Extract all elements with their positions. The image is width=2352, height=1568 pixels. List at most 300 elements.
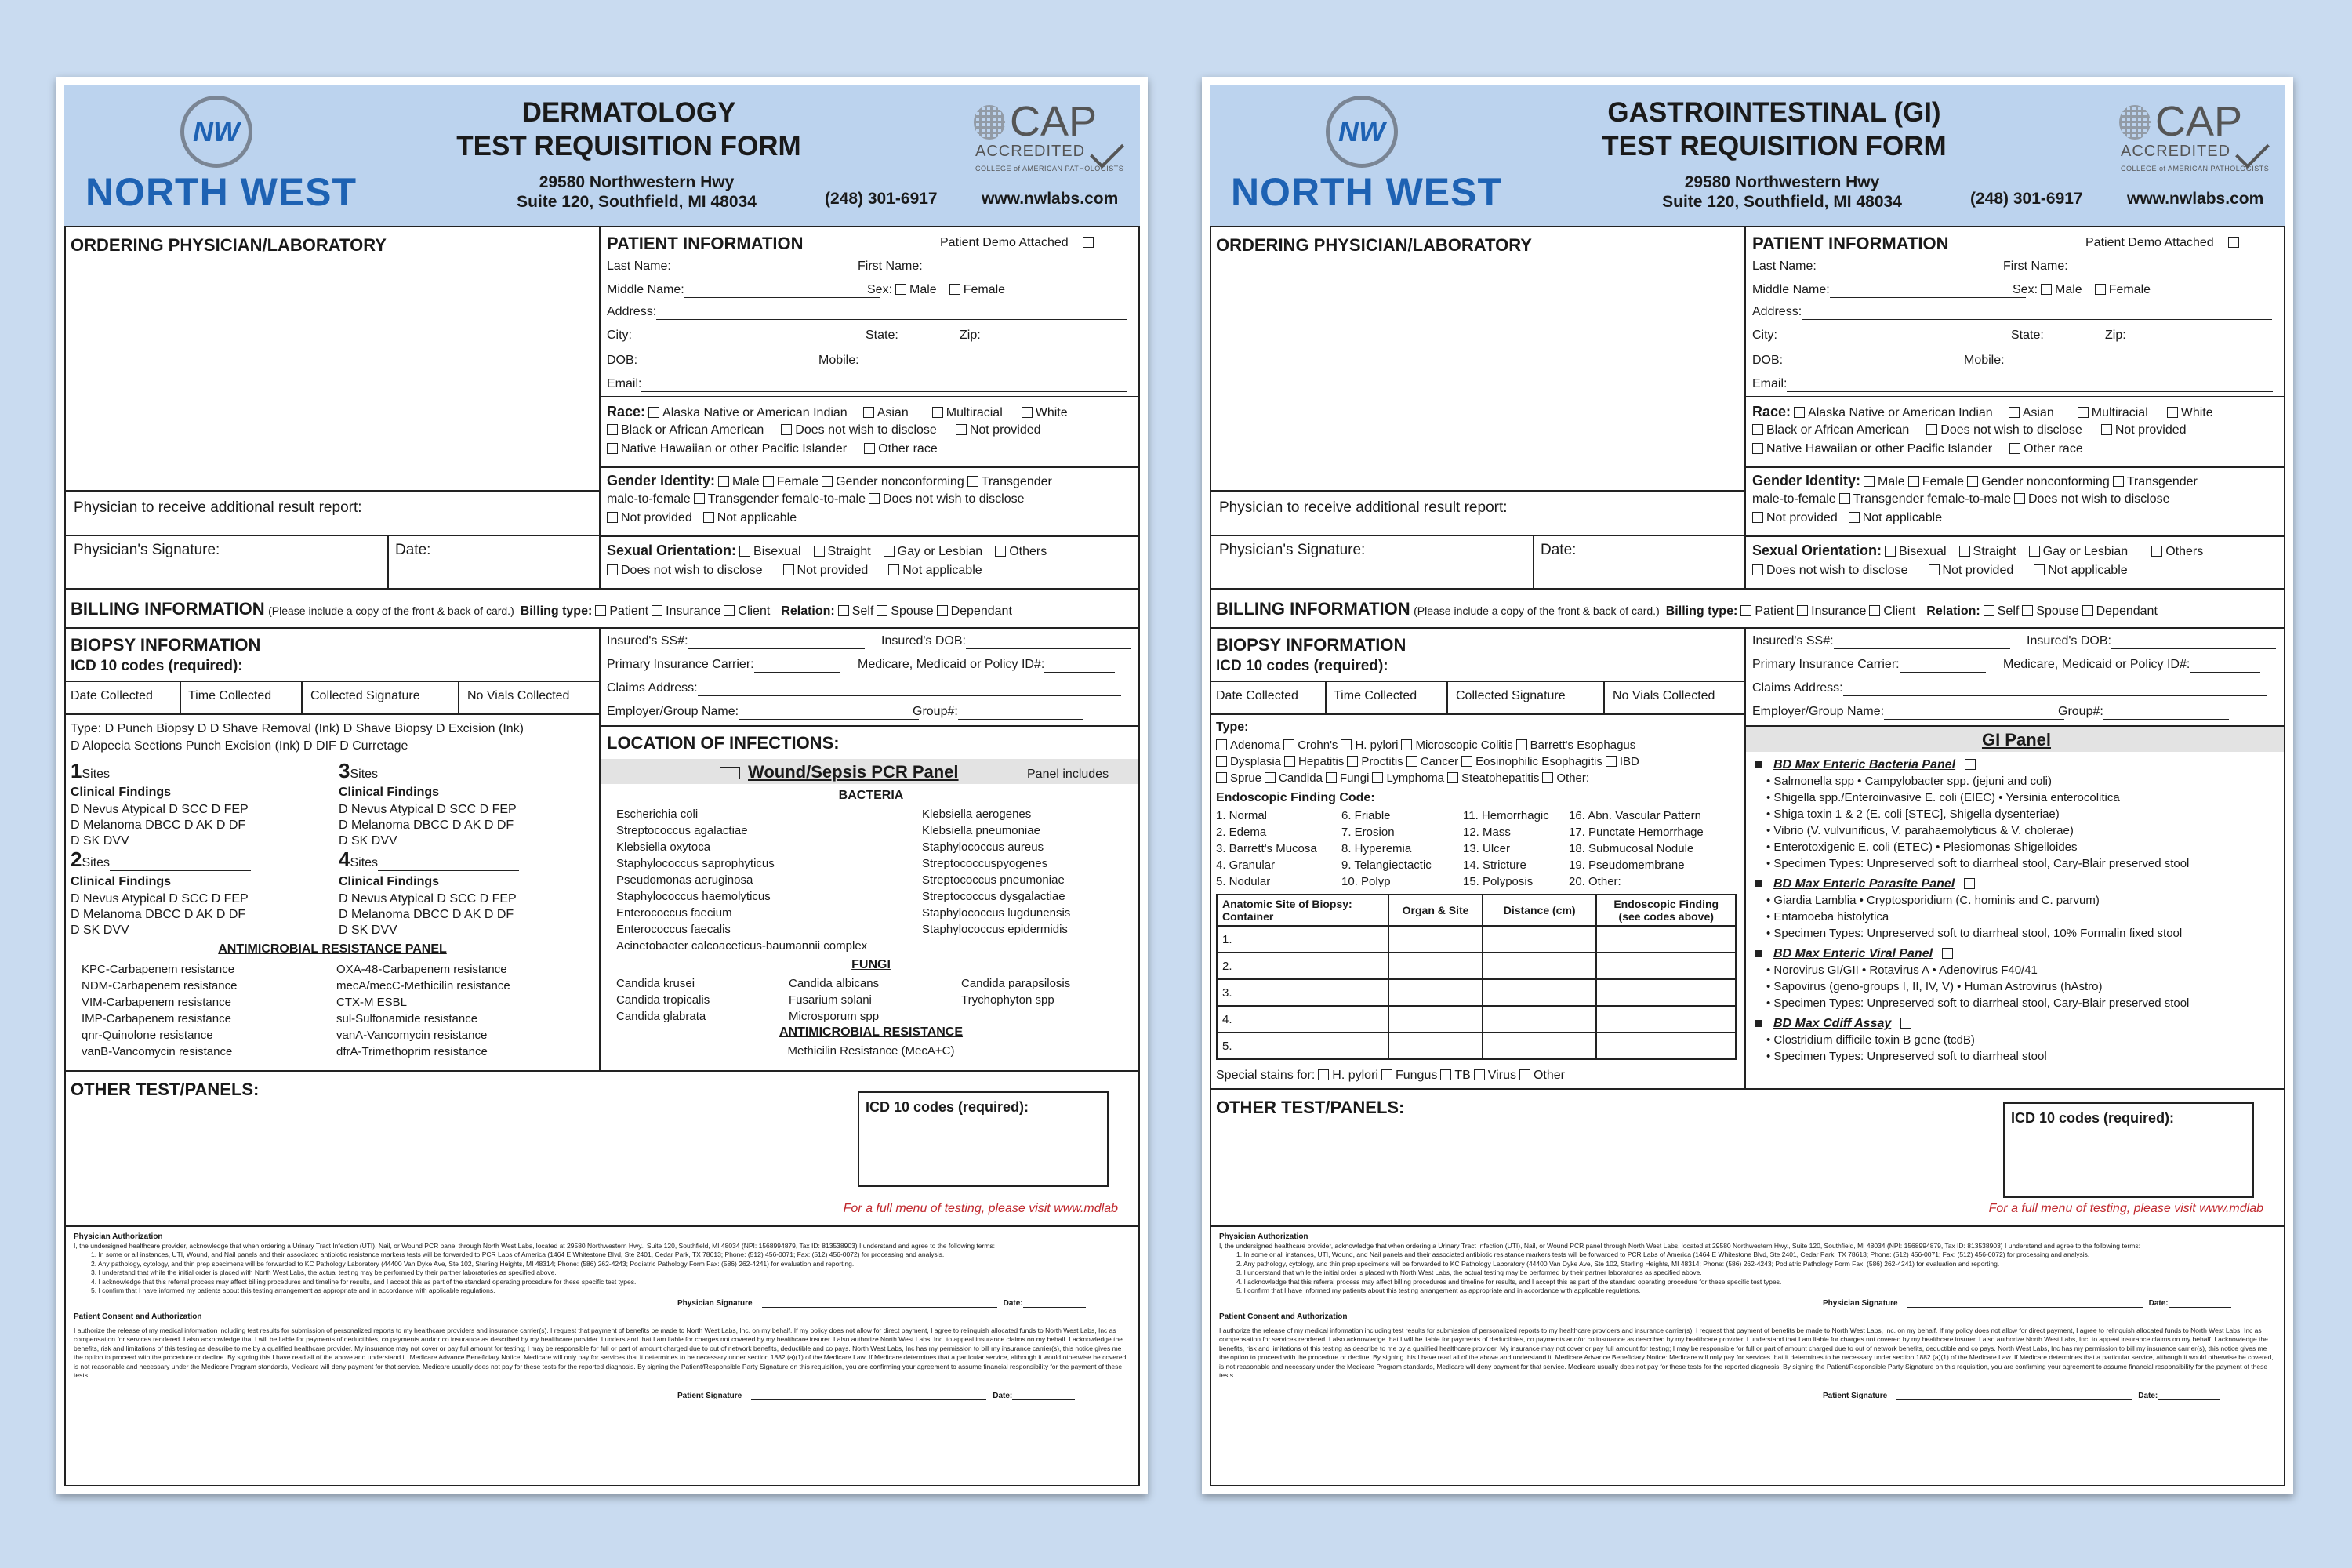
checkbox[interactable]: [1265, 772, 1276, 783]
group-title: BD Max Enteric Viral Panel: [1773, 947, 1933, 960]
type-row[interactable]: [1213, 753, 1639, 770]
bacteria-item: Enterococcus faecium: [616, 906, 732, 920]
checkbox[interactable]: [1461, 756, 1472, 767]
billing-row[interactable]: BILLING INFORMATION (Please include a copy of the front & back of card.) Billing type: Patient Insurance Client Relation: Self Spouse Dependant: [71, 599, 1012, 619]
brand-name: NORTH WEST: [85, 170, 358, 214]
biopsy-site-table[interactable]: [1216, 894, 1737, 1060]
amr-item: CTX-M ESBL: [336, 996, 408, 1009]
wound-panel-title[interactable]: Wound/Sepsis PCR Panel: [717, 762, 959, 782]
endo-code: 9. Telangiectactic: [1341, 858, 1432, 872]
carrier-field[interactable]: Primary Insurance Carrier:: [1752, 657, 1986, 673]
checkbox[interactable]: [1318, 1069, 1329, 1080]
icd-box[interactable]: ICD 10 codes (required):: [858, 1091, 1109, 1187]
full-menu-note: For a full menu of testing, please visit www.mdlab: [1988, 1202, 2263, 1215]
checkbox[interactable]: [1216, 756, 1227, 767]
checkbox[interactable]: [1542, 772, 1553, 783]
employer-field[interactable]: Employer/Group Name:: [1752, 704, 2064, 720]
panel-item: • Shigella spp./Enteroinvasive E. coli (EIEC) • Yersinia enterocolitica: [1766, 791, 2120, 804]
email-field[interactable]: Email:: [607, 376, 1127, 392]
checkbox[interactable]: [1406, 756, 1417, 767]
patient-demo-label[interactable]: Patient Demo Attached: [2085, 235, 2242, 251]
panel-item: • Specimen Types: Unpreserved soft to diarrheal stool: [1766, 1050, 2047, 1063]
first-name-field[interactable]: First Name:: [858, 259, 1123, 274]
logo-mark: NW: [180, 96, 252, 168]
endo-code: 16. Abn. Vascular Pattern: [1569, 809, 1701, 822]
full-menu-note: For a full menu of testing, please visit www.mdlab: [843, 1202, 1118, 1215]
row-number: 4.: [1217, 1006, 1388, 1033]
amr-item: vanB-Vancomycin resistance: [82, 1045, 233, 1058]
row-number: 1.: [1217, 926, 1388, 953]
type-option[interactable]: Proctitis: [1361, 755, 1403, 768]
amr-panel-heading: ANTIMICROBIAL RESISTANCE PANEL: [218, 942, 447, 956]
date-label[interactable]: Date:: [395, 542, 431, 558]
type-option[interactable]: Steatohepatitis: [1461, 771, 1540, 785]
first-name-field[interactable]: First Name:: [2003, 259, 2268, 274]
gender-row-2[interactable]: male-to-female Transgender female-to-male Does not wish to disclose: [607, 492, 1025, 506]
table-cell[interactable]: [1388, 953, 1483, 979]
email-field[interactable]: Email:: [1752, 376, 2273, 392]
bacteria-item: Streptococcus pneumoniae: [922, 873, 1065, 887]
panel-item: • Specimen Types: Unpreserved soft to diarrheal stool, 10% Formalin fixed stool: [1766, 927, 2183, 940]
checkbox[interactable]: [1381, 1069, 1392, 1080]
type-option[interactable]: Lymphoma: [1386, 771, 1445, 785]
authorization-term: 1. In some or all instances, UTI, Wound, and Nail panels and their associated antibiotic resistance markers tests will be forwarded to PCR Labs of America (1464 E Whitestone Blvd, Ste 2401, Cedar Park, TX 78613; Phone: (512) 456-0071; Fax: (512) 456-0072) for processing and analysis.: [91, 1250, 945, 1258]
bacteria-item: Staphylococcus haemolyticus: [616, 890, 771, 903]
table-row[interactable]: [1217, 979, 1736, 1006]
table-row[interactable]: [1217, 926, 1736, 953]
panel-item: • Shiga toxin 1 & 2 (E. coli [STEC], Shigella dysenteriae): [1766, 808, 2060, 821]
biopsy-type-line-2[interactable]: D Alopecia Sections Punch Excision (Ink) D DIF D Curretage: [71, 739, 408, 753]
physician-signature-label[interactable]: Physician's Signature:: [1219, 542, 1366, 558]
endo-code: 5. Nodular: [1216, 875, 1271, 888]
gender-row-2[interactable]: male-to-female Transgender female-to-male Does not wish to disclose: [1752, 492, 2170, 506]
endo-code: 6. Friable: [1341, 809, 1391, 822]
gender-row-3[interactable]: Not provided Not applicable: [604, 510, 797, 526]
bacteria-item: Klebsiella aerogenes: [922, 808, 1032, 821]
fungi-item: [961, 1008, 1134, 1025]
stain-option[interactable]: Other: [1533, 1069, 1565, 1082]
date-collected-col[interactable]: Date Collected: [1216, 689, 1298, 702]
bacteria-item: Pseudomonas aeruginosa: [616, 873, 753, 887]
fungi-item: Trychophyton spp: [961, 993, 1054, 1007]
checkbox[interactable]: [1284, 756, 1295, 767]
other-tests-heading: OTHER TEST/PANELS:: [1216, 1098, 1405, 1117]
type-option[interactable]: Crohn's: [1298, 739, 1338, 752]
gi-panel-heading: GI Panel: [1981, 730, 2052, 750]
endoscopic-codes: [1216, 808, 1741, 892]
checkbox[interactable]: [1606, 756, 1617, 767]
orientation-row-2[interactable]: Does not wish to disclose Not provided Not applicable: [1749, 563, 2128, 579]
form-header: [1210, 85, 2285, 226]
endo-code: 14. Stricture: [1463, 858, 1526, 872]
table-header: Endoscopic Finding (see codes above): [1596, 895, 1736, 926]
table-cell[interactable]: [1483, 1006, 1597, 1033]
bacteria-item: Staphylococcus epidermidis: [922, 923, 1068, 936]
insured-dob-field[interactable]: Insured's DOB:: [2027, 633, 2276, 649]
stains-label: Special stains for:: [1216, 1069, 1316, 1082]
stain-option[interactable]: TB: [1454, 1069, 1471, 1082]
panel-group-title[interactable]: [1755, 1016, 2281, 1032]
mobile-field[interactable]: Mobile:: [1964, 353, 2201, 368]
gender-row-3[interactable]: Not provided Not applicable: [1749, 510, 1942, 526]
endo-code: 20. Other:: [1569, 875, 1621, 888]
type-options[interactable]: [1213, 737, 1639, 786]
fungi-heading: FUNGI: [851, 958, 891, 971]
sex-field[interactable]: Sex: Male Female: [867, 283, 1006, 296]
insured-dob-field[interactable]: Insured's DOB:: [881, 633, 1131, 649]
vials-collected-col[interactable]: No Vials Collected: [1613, 689, 1715, 702]
checkbox[interactable]: [1964, 878, 1975, 889]
biopsy-heading: BIOPSY INFORMATION: [71, 635, 261, 655]
collected-signature-col[interactable]: Collected Signature: [1456, 689, 1566, 702]
icd-box[interactable]: ICD 10 codes (required):: [2003, 1102, 2254, 1198]
table-row[interactable]: [1217, 1033, 1736, 1059]
checkbox[interactable]: [1326, 772, 1337, 783]
fungi-item: Candida parapsilosis: [961, 977, 1071, 990]
race-row-3[interactable]: Native Hawaiian or other Pacific Islander Other race: [1749, 441, 2083, 457]
authorization-term: 2. Any pathology, cytology, and thin prep specimens will be forwarded to KC Pathology Laboratory (44400 Van Dyke Ave, Ste 102, Sterling Heights, MI 48314; Phone: (586) 262-4243; Podiatric Pathology Form Fax: (586) 262-4241) for evaluation and reporting.: [1236, 1259, 2000, 1268]
claims-field[interactable]: Claims Address:: [607, 681, 1121, 696]
type-option[interactable]: Hepatitis: [1298, 755, 1345, 768]
endo-code: 11. Hemorrhagic: [1463, 809, 1549, 822]
race-row-2[interactable]: Black or African American Does not wish to disclose Not provided: [1749, 423, 2187, 438]
table-cell[interactable]: [1483, 926, 1597, 953]
checkbox[interactable]: [1516, 739, 1527, 750]
cap-accredited-logo: CAP ACCREDITED COLLEGE of AMERICAN PATHOLOGISTS: [2121, 98, 2270, 172]
table-row[interactable]: [1217, 953, 1736, 979]
last-name-field[interactable]: Last Name:: [1752, 259, 2028, 274]
bacteria-item: Enterococcus faecalis: [616, 923, 731, 936]
authorization-term: 1. In some or all instances, UTI, Wound, and Nail panels and their associated antibiotic resistance markers tests will be forwarded to PCR Labs of America (1464 E Whitestone Blvd, Ste 2401, Cedar Park, TX 78613; Phone: (512) 456-0071; Fax: (512) 456-0072) for processing and analysis.: [1236, 1250, 2090, 1258]
group-field[interactable]: Group#:: [2058, 704, 2229, 720]
amr-item: IMP-Carbapenem resistance: [82, 1012, 231, 1025]
amr-item: qnr-Quinolone resistance: [82, 1029, 213, 1042]
checkbox[interactable]: [1347, 756, 1358, 767]
type-option[interactable]: IBD: [1619, 755, 1639, 768]
fungi-item: Fusarium solani: [789, 993, 872, 1007]
additional-physician-label: Physician to receive additional result report:: [74, 499, 362, 516]
group-title: BD Max Cdiff Assay: [1773, 1017, 1892, 1030]
checkbox[interactable]: [1216, 739, 1227, 750]
table-cell[interactable]: [1483, 953, 1597, 979]
patient-demo-label[interactable]: Patient Demo Attached: [940, 235, 1097, 251]
table-cell[interactable]: [1388, 979, 1483, 1006]
site-4[interactable]: 4Sites: [339, 851, 519, 871]
collected-signature-col[interactable]: Collected Signature: [310, 689, 420, 702]
panel-item: • Norovirus GI/GII • Rotavirus A • Adenovirus F40/41: [1766, 964, 2038, 977]
type-option[interactable]: Barrett's Esophagus: [1530, 739, 1636, 752]
address-field[interactable]: Address:: [607, 304, 1127, 320]
row-number: 5.: [1217, 1033, 1388, 1059]
type-option[interactable]: Cancer: [1420, 755, 1459, 768]
dermatology-form: [56, 77, 1148, 1494]
checkbox[interactable]: [1900, 1018, 1911, 1029]
site-1[interactable]: 1Sites: [71, 763, 251, 782]
form-header: [64, 85, 1140, 226]
bacteria-item: Staphylococcus aureus: [922, 840, 1044, 854]
authorization-term: 5. I confirm that I have informed my patients about this testing arrangement as appropriate and in accordance with applicable regulations.: [1236, 1287, 1641, 1294]
date-label[interactable]: Date:: [1541, 542, 1577, 558]
bacteria-right-list: [922, 806, 1070, 938]
demo-checkbox: [1083, 237, 1094, 248]
logo-mark: NW: [1326, 96, 1398, 168]
dob-field[interactable]: DOB:: [607, 353, 826, 368]
site-2[interactable]: 2Sites: [71, 851, 251, 871]
panel-item: • Specimen Types: Unpreserved soft to diarrheal stool, Cary-Blair preserved stool: [1766, 996, 2190, 1010]
form-title: DERMATOLOGY TEST REQUISITION FORM: [456, 97, 801, 162]
fungi-row: [616, 1008, 1134, 1025]
north-west-logo: [1225, 91, 1508, 216]
endo-code-column: [1341, 808, 1432, 890]
race-row-3[interactable]: Native Hawaiian or other Pacific Islander Other race: [604, 441, 938, 457]
table-header: Anatomic Site of Biopsy: Container: [1217, 895, 1388, 926]
bullet-square-icon: [1755, 880, 1762, 887]
lab-phone: (248) 301-6917: [1970, 190, 2083, 208]
checkbox[interactable]: [1519, 1069, 1530, 1080]
bacteria-item: Streptococcus dysgalactiae: [922, 890, 1065, 903]
gender-row-1[interactable]: Gender Identity: Male Female Gender nonconforming Transgender: [1752, 473, 2198, 488]
group-field[interactable]: Group#:: [913, 704, 1083, 720]
fungi-row: [616, 975, 1134, 992]
amr-heading: ANTIMICROBIAL RESISTANCE: [779, 1025, 964, 1039]
endo-code: 7. Erosion: [1341, 826, 1395, 839]
type-option[interactable]: Other:: [1556, 771, 1590, 785]
panel-group-title[interactable]: [1755, 946, 2281, 962]
table-cell[interactable]: [1483, 979, 1597, 1006]
type-option[interactable]: Adenoma: [1230, 739, 1281, 752]
checkbox[interactable]: [1283, 739, 1294, 750]
bacteria-heading: BACTERIA: [838, 789, 904, 802]
mobile-field[interactable]: Mobile:: [818, 353, 1055, 368]
table-header: Organ & Site: [1388, 895, 1483, 926]
endo-code: 1. Normal: [1216, 809, 1268, 822]
authorization-term: 5. I confirm that I have informed my patients about this testing arrangement as appropriate and in accordance with applicable regulations.: [91, 1287, 495, 1294]
bacteria-item: Streptococcuspyogenes: [922, 857, 1048, 870]
brand-name: NORTH WEST: [1230, 170, 1503, 214]
type-option[interactable]: Sprue: [1230, 771, 1262, 785]
amr-item: mecA/mecC-Methicilin resistance: [336, 979, 510, 993]
endo-code: 15. Polyposis: [1463, 875, 1534, 888]
lab-address: 29580 Northwestern Hwy Suite 120, Southfield, MI 48034: [1662, 173, 1902, 211]
patient-info-heading: PATIENT INFORMATION: [1752, 234, 1949, 253]
zip-field[interactable]: Zip:: [960, 328, 1098, 343]
panel-item: • Specimen Types: Unpreserved soft to diarrheal stool, Cary-Blair preserved stool: [1766, 857, 2190, 870]
middle-name-field[interactable]: Middle Name:: [607, 282, 880, 298]
fungi-item: Candida albicans: [789, 977, 880, 990]
bacteria-left-list: [616, 806, 867, 954]
sex-field[interactable]: Sex: Male Female: [2013, 283, 2151, 296]
bullet-square-icon: [1755, 761, 1762, 768]
sites-grid: 1Sites Clinical Findings D Nevus Atypical D SCC D FEP D Melanoma DBCC D AK D DF D SK DVV 3Sites Clinical Findings D Nevus Atypical D SCC D FEP D Melanoma DBCC D AK D DF D SK DVV 2Sites Clinical Findings D Nevus Atypical D SCC D FEP D Melanoma DBCC D AK D DF D SK DVV 4Sites Clinical Findings D Nevus Atypical D SCC D FEP D Melanoma DBCC D AK D DF D SK DVV: [71, 763, 588, 1022]
lab-address: 29580 Northwestern Hwy Suite 120, Southfield, MI 48034: [517, 173, 757, 211]
special-stains-row[interactable]: [1216, 1068, 1565, 1083]
authorization-term: 3. I understand that while the initial order is placed with North West Labs, the actual testing may be performed by their partner laboratories as specified above.: [91, 1269, 557, 1276]
table-cell[interactable]: [1388, 926, 1483, 953]
ordering-physician-heading: ORDERING PHYSICIAN/LABORATORY: [1216, 235, 1532, 255]
time-collected-col[interactable]: Time Collected: [188, 689, 272, 702]
endo-code: 8. Hyperemia: [1341, 842, 1412, 855]
bacteria-item: Klebsiella oxytoca: [616, 840, 711, 854]
form-body: [64, 226, 1140, 1486]
amr-left-list: [82, 961, 237, 1060]
gi-form: [1202, 77, 2293, 1494]
checkbox[interactable]: [1942, 948, 1953, 959]
gi-panel-groups: [1755, 757, 2281, 1065]
amr-item: NDM-Carbapenem resistance: [82, 979, 238, 993]
vials-collected-col[interactable]: No Vials Collected: [467, 689, 570, 702]
lab-website: www.nwlabs.com: [2127, 190, 2264, 208]
endo-code: 3. Barrett's Mucosa: [1216, 842, 1317, 855]
middle-name-field[interactable]: Middle Name:: [1752, 282, 2026, 298]
table-cell[interactable]: [1596, 1033, 1736, 1059]
dob-field[interactable]: DOB:: [1752, 353, 1971, 368]
fungi-list: [616, 975, 1134, 1025]
endo-code: 4. Granular: [1216, 858, 1276, 872]
authorization-section: Physician Authorization I, the undersigned healthcare provider, acknowledge that when ordering a Urinary Tract Infection (UTI), Nail, or Wound PCR panel through North West Labs, located at 29580 Northwestern Hwy., Suite 120, Southfield, MI 48034 (NPI: 1568994879, Tax ID: 813538903) I understand and agree to the following terms: 1. In some or all instances, UTI, Wound, and Nail panels and their associated antibiotic resistance markers tests will be forwarded to PCR Labs of America (1464 E Whitestone Blvd, Ste 2401, Cedar Park, TX 78613; Phone: (512) 456-0071; Fax: (512) 456-0072) for processing and analysis. 2. Any pathology, cytology, and thin prep specimens will be forwarded to KC Pathology Laboratory (44400 Van Dyke Ave, Ste 102, Sterling Heights, MI 48314; Phone: (586) 262-4243; Podiatric Pathology Form Fax: (586) 262-4241) for evaluation and reporting. 3. I understand that while the initial order is placed with North West Labs, the actual testing may be performed by their partner laboratories as specified above. 4. I acknowledge that this referral process may affect billing procedures and timeline for results, and I accept this as part of the standard operating procedure for these specific test types. 5. I confirm that I have informed my patients about this testing arrangement as appropriate and in accordance with applicable regulations. Physician Signature Date: Patient Consent and Authorization I authorize the release of my medical information including test results for submission of personalized reports to my healthcare providers and insurance carrier(s). I request that payment of benefits be made to North West Labs, Inc. on my behalf. If my policy does not allow for direct payment, I agree to relinquish allocated funds to North West Labs, Inc as compensation for services rendered. I also acknowledge that I will be liable for payments of deductibles, co payments and/or co insurance as described by my healthcare provider. I understand that I am liable for charges not covered by my healthcare insurer. I also authorize North West Labs, Inc. to appeal insurance claims on my behalf. I acknowledge the benefits, risk and limitations of this testing as describe to me by a qualified healthcare provider. My insurance may not cover or pay full amount for testing; I may be responsible for full or part of amount charged due to out of network benefits, deductible and co pays. North West Labs, Inc has my permission to bill my insurance carrier(s), this notice gives me the option to proceed with the procedure or decline. By signing this I have read all of the above and understand it. Medicare Advance Beneficiary Notice: Medicare will only pay for services that it determines to be necessary under section 1882 (a)(1) of the Medicare Law. If Medicare determines that a particular service, although it would otherwise be covered, is not reasonable and necessary under the Medicare Program standards, Medicare will deny payment for that service. Medicare usually does not pay for these tests for the reported diagnosis. By signing the Patient/Responsible Party Signature on this requisition, you are confirming your agreement to assume financial responsibility for the payment of these tests. Patient Signature Date:: [1219, 1232, 2278, 1400]
physician-signature-label[interactable]: Physician's Signature:: [74, 542, 220, 558]
table-header: Distance (cm): [1483, 895, 1597, 926]
site-3[interactable]: 3Sites: [339, 763, 519, 782]
race-row-1[interactable]: Race: Alaska Native or American Indian Asian Multiracial White: [607, 404, 1068, 419]
checkbox[interactable]: [1216, 772, 1227, 783]
amr-item: VIM-Carbapenem resistance: [82, 996, 231, 1009]
billing-row[interactable]: BILLING INFORMATION (Please include a copy of the front & back of card.) Billing type: Patient Insurance Client Relation: Self Spouse Dependant: [1216, 599, 2158, 619]
endo-code: 10. Polyp: [1341, 875, 1391, 888]
panel-item: • Entamoeba histolytica: [1766, 910, 1889, 924]
fungi-item: Microsporum spp: [789, 1010, 880, 1023]
authorization-term: 3. I understand that while the initial order is placed with North West Labs, the actual testing may be performed by their partner laboratories as specified above.: [1236, 1269, 1702, 1276]
row-number: 3.: [1217, 979, 1388, 1006]
table-cell[interactable]: [1596, 926, 1736, 953]
type-label: Type:: [1216, 720, 1249, 734]
panel-group-title[interactable]: [1755, 877, 2281, 892]
location-infections-heading[interactable]: LOCATION OF INFECTIONS:: [607, 733, 1106, 753]
checkbox[interactable]: [1965, 759, 1976, 770]
bacteria-item: Staphylococcus lugdunensis: [922, 906, 1071, 920]
policy-field[interactable]: Medicare, Medicaid or Policy ID#:: [858, 657, 1115, 673]
table-row[interactable]: [1217, 1006, 1736, 1033]
amr-item: KPC-Carbapenem resistance: [82, 963, 235, 976]
other-tests-heading: OTHER TEST/PANELS:: [71, 1080, 260, 1099]
checkbox[interactable]: [1341, 739, 1352, 750]
endo-code: 2. Edema: [1216, 826, 1267, 839]
type-option[interactable]: Dysplasia: [1230, 755, 1282, 768]
icd-required-label: ICD 10 codes (required):: [1216, 658, 1388, 674]
city-field[interactable]: City:: [607, 328, 883, 343]
orientation-row-2[interactable]: Does not wish to disclose Not provided Not applicable: [604, 563, 982, 579]
authorization-term: 4. I acknowledge that this referral process may affect billing procedures and timeline for results, and I accept this as part of the standard operating procedure for these specific test types.: [1236, 1277, 1782, 1286]
table-cell[interactable]: [1388, 1033, 1483, 1059]
endo-code-column: [1463, 808, 1549, 890]
checkbox[interactable]: [1447, 772, 1458, 783]
amr-right-list: [336, 961, 510, 1060]
address-field[interactable]: Address:: [1752, 304, 2272, 320]
zip-field[interactable]: Zip:: [2105, 328, 2244, 343]
type-option[interactable]: H. pylori: [1355, 739, 1399, 752]
biopsy-heading: BIOPSY INFORMATION: [1216, 635, 1406, 655]
table-cell[interactable]: [1483, 1033, 1597, 1059]
table-cell[interactable]: [1596, 953, 1736, 979]
authorization-term: 2. Any pathology, cytology, and thin prep specimens will be forwarded to KC Pathology Laboratory (44400 Van Dyke Ave, Ste 102, Sterling Heights, MI 48314; Phone: (586) 262-4243; Podiatric Pathology Form Fax: (586) 262-4241) for evaluation and reporting.: [91, 1259, 855, 1268]
type-row[interactable]: [1213, 770, 1639, 786]
amr-item: OXA-48-Carbapenem resistance: [336, 963, 507, 976]
patient-info-heading: PATIENT INFORMATION: [607, 234, 804, 253]
cap-accredited-logo: CAP ACCREDITED COLLEGE of AMERICAN PATHOLOGISTS: [975, 98, 1124, 172]
last-name-field[interactable]: Last Name:: [607, 259, 883, 274]
gender-row-1[interactable]: Gender Identity: Male Female Gender nonconforming Transgender: [607, 473, 1052, 488]
lab-phone: (248) 301-6917: [825, 190, 938, 208]
type-option[interactable]: Microscopic Colitis: [1415, 739, 1513, 752]
claims-field[interactable]: Claims Address:: [1752, 681, 2267, 696]
form-body: [1210, 226, 2285, 1486]
employer-field[interactable]: Employer/Group Name:: [607, 704, 919, 720]
amr-item: dfrA-Trimethoprim resistance: [336, 1045, 488, 1058]
bacteria-item: Staphylococcus saprophyticus: [616, 857, 775, 870]
demo-checkbox: [2228, 237, 2239, 248]
race-row-2[interactable]: Black or African American Does not wish to disclose Not provided: [604, 423, 1041, 438]
city-field[interactable]: City:: [1752, 328, 2028, 343]
checkbox[interactable]: [1372, 772, 1383, 783]
endo-code-column: [1216, 808, 1317, 890]
bullet-square-icon: [1755, 950, 1762, 957]
biopsy-type-line-1[interactable]: Type: D Punch Biopsy D D Shave Removal (Ink) D Shave Biopsy D Excision (Ink): [71, 722, 524, 735]
stain-option[interactable]: Virus: [1487, 1069, 1516, 1082]
fungi-item: Candida glabrata: [616, 1010, 706, 1023]
bullet-square-icon: [1755, 1020, 1762, 1027]
date-collected-col[interactable]: Date Collected: [71, 689, 153, 702]
table-cell[interactable]: [1596, 1006, 1736, 1033]
table-cell[interactable]: [1388, 1006, 1483, 1033]
race-row-1[interactable]: Race: Alaska Native or American Indian Asian Multiracial White: [1752, 404, 2213, 419]
amr-item: sul-Sulfonamide resistance: [336, 1012, 478, 1025]
panel-item: • Enterotoxigenic E. coli (ETEC) • Plesiomonas Shigelloides: [1766, 840, 2078, 854]
endo-code: 18. Submucosal Nodule: [1569, 842, 1694, 855]
bacteria-item: Acinetobacter calcoaceticus-baumannii complex: [616, 939, 868, 953]
group-title: BD Max Enteric Parasite Panel: [1773, 877, 1955, 891]
type-option[interactable]: Fungi: [1339, 771, 1370, 785]
stain-option[interactable]: H. pylori: [1332, 1069, 1378, 1082]
insured-ss-field[interactable]: Insured's SS#:: [607, 633, 865, 649]
time-collected-col[interactable]: Time Collected: [1334, 689, 1417, 702]
panel-group-title[interactable]: [1755, 757, 2281, 773]
ordering-physician-heading: ORDERING PHYSICIAN/LABORATORY: [71, 235, 387, 255]
fungi-item: Candida tropicalis: [616, 993, 710, 1007]
orientation-row-1[interactable]: Sexual Orientation: Bisexual Straight Gay or Lesbian Others: [1752, 543, 2204, 558]
endo-code: 13. Ulcer: [1463, 842, 1511, 855]
checkbox[interactable]: [1440, 1069, 1451, 1080]
endoscopic-code-label: Endoscopic Finding Code:: [1216, 791, 1375, 804]
checkbox[interactable]: [1401, 739, 1412, 750]
orientation-row-1[interactable]: Sexual Orientation: Bisexual Straight Gay or Lesbian Others: [607, 543, 1047, 558]
state-field[interactable]: State:: [2011, 328, 2099, 343]
checkbox[interactable]: [1474, 1069, 1485, 1080]
carrier-field[interactable]: Primary Insurance Carrier:: [607, 657, 840, 673]
insured-ss-field[interactable]: Insured's SS#:: [1752, 633, 2010, 649]
type-row[interactable]: [1213, 737, 1639, 753]
authorization-section: Physician Authorization I, the undersigned healthcare provider, acknowledge that when ordering a Urinary Tract Infection (UTI), Nail, or Wound PCR panel through North West Labs, located at 29580 Northwestern Hwy., Suite 120, Southfield, MI 48034 (NPI: 1568994879, Tax ID: 813538903) I understand and agree to the following terms: 1. In some or all instances, UTI, Wound, and Nail panels and their associated antibiotic resistance markers tests will be forwarded to PCR Labs of America (1464 E Whitestone Blvd, Ste 2401, Cedar Park, TX 78613; Phone: (512) 456-0071; Fax: (512) 456-0072) for processing and analysis. 2. Any pathology, cytology, and thin prep specimens will be forwarded to KC Pathology Laboratory (44400 Van Dyke Ave, Ste 102, Sterling Heights, MI 48314; Phone: (586) 262-4243; Podiatric Pathology Form Fax: (586) 262-4241) for evaluation and reporting. 3. I understand that while the initial order is placed with North West Labs, the actual testing may be performed by their partner laboratories as specified above. 4. I acknowledge that this referral process may affect billing procedures and timeline for results, and I accept this as part of the standard operating procedure for these specific test types. 5. I confirm that I have informed my patients about this testing arrangement as appropriate and in accordance with applicable regulations. Physician Signature Date: Patient Consent and Authorization I authorize the release of my medical information including test results for submission of personalized reports to my healthcare providers and insurance carrier(s). I request that payment of benefits be made to North West Labs, Inc. on my behalf. If my policy does not allow for direct payment, I agree to relinquish allocated funds to North West Labs, Inc as compensation for services rendered. I also acknowledge that I will be liable for payments of deductibles, co payments and/or co insurance as described by my healthcare provider. I understand that I am liable for charges not covered by my healthcare insurer. I also authorize North West Labs, Inc. to appeal insurance claims on my behalf. I acknowledge the benefits, risk and limitations of this testing as describe to me by a qualified healthcare provider. My insurance may not cover or pay full amount for testing; I may be responsible for full or part of amount charged due to out of network benefits, deductible and co pays. North West Labs, Inc has my permission to bill my insurance carrier(s), this notice gives me the option to proceed with the procedure or decline. By signing this I have read all of the above and understand it. Medicare Advance Beneficiary Notice: Medicare will only pay for services that it determines to be necessary under section 1882 (a)(1) of the Medicare Law. If Medicare determines that a particular service, although it would otherwise be covered, is not reasonable and necessary under the Medicare Program standards, Medicare will deny payment for that service. Medicare usually does not pay for these tests for the reported diagnosis. By signing the Patient/Responsible Party Signature on this requisition, you are confirming your agreement to assume financial responsibility for the payment of these tests. Patient Signature Date:: [74, 1232, 1132, 1400]
stain-option[interactable]: Fungus: [1395, 1069, 1438, 1082]
panel-item: • Sapovirus (geno-groups I, II, IV, V) • Human Astrovirus (hAstro): [1766, 980, 2103, 993]
panel-item: • Clostridium difficile toxin B gene (tcdB): [1766, 1033, 1975, 1047]
policy-field[interactable]: Medicare, Medicaid or Policy ID#:: [2003, 657, 2260, 673]
type-option[interactable]: Candida: [1279, 771, 1323, 785]
additional-physician-label: Physician to receive additional result report:: [1219, 499, 1508, 516]
authorization-term: 4. I acknowledge that this referral process may affect billing procedures and timeline for results, and I accept this as part of the standard operating procedure for these specific test types.: [91, 1277, 637, 1286]
state-field[interactable]: State:: [866, 328, 953, 343]
fungi-row: [616, 992, 1134, 1008]
table-cell[interactable]: [1596, 979, 1736, 1006]
type-option[interactable]: Eosinophilic Esophagitis: [1475, 755, 1602, 768]
